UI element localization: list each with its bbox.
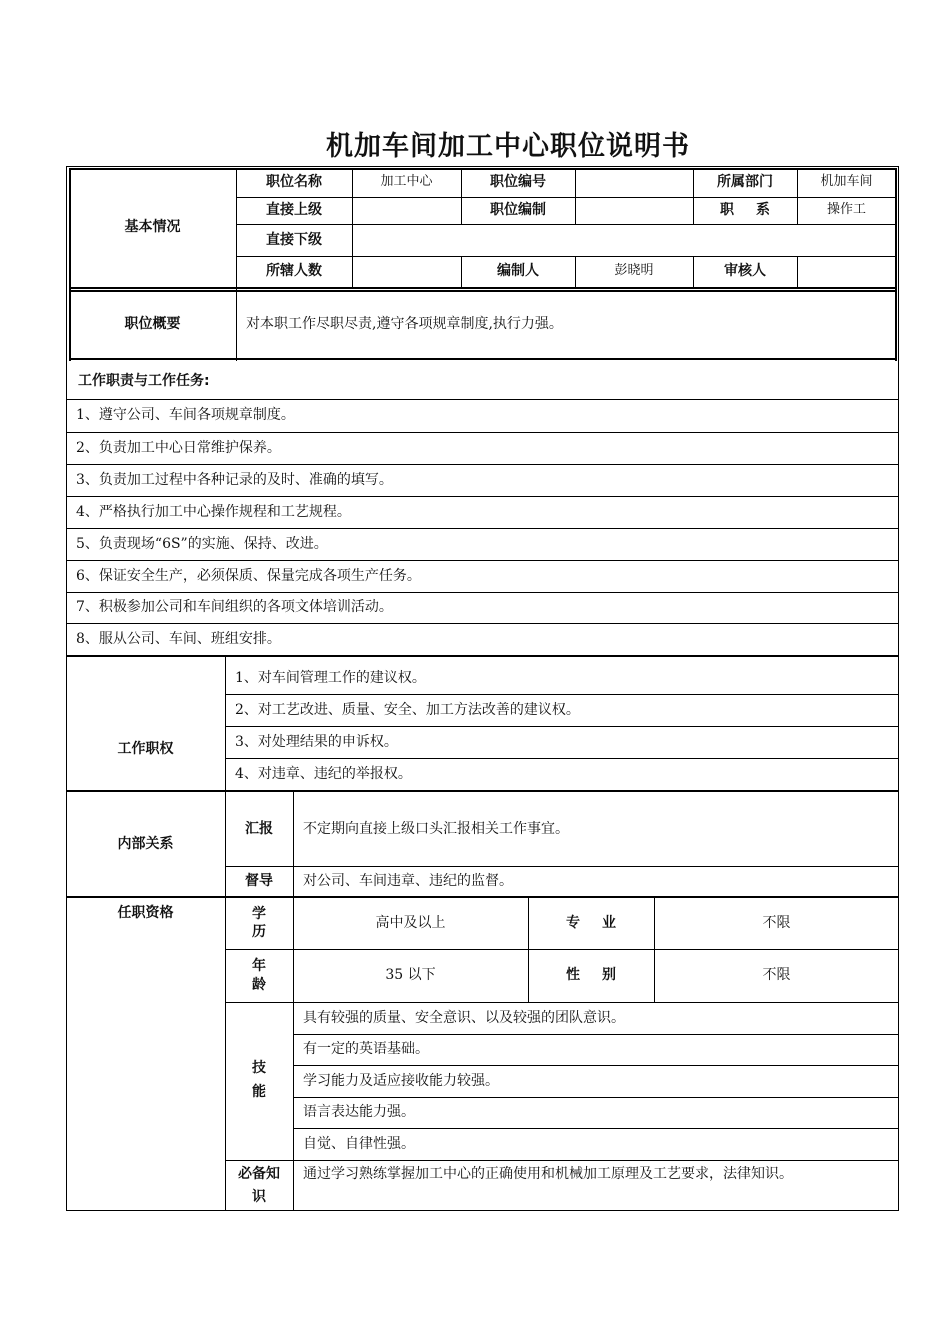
skill-item: 有一定的英语基础。: [303, 1041, 429, 1058]
skills-label: [225, 1002, 293, 1160]
establishment-value: [575, 197, 693, 224]
knowledge-label-line: 识: [252, 1188, 266, 1205]
education-label: [225, 897, 293, 949]
basic-section-label: 基本情况: [124, 219, 181, 236]
headcount-value: [352, 256, 461, 287]
series-value: 操作工: [826, 202, 866, 218]
education-label-line: 历: [252, 924, 266, 940]
age-label-line: 龄: [252, 976, 266, 993]
qualification-label: 任职资格: [117, 904, 174, 921]
age-label-line: 年: [252, 958, 266, 975]
position-code-value: [575, 168, 693, 197]
education-value: 高中及以上: [375, 914, 446, 931]
establishment-label: 职位编制: [490, 202, 546, 219]
age-label: [225, 949, 293, 1002]
knowledge-label: [225, 1160, 293, 1211]
authority-item: 4、对违章、违纪的举报权。: [235, 765, 412, 782]
duty-item: 1、遵守公司、车间各项规章制度。: [76, 407, 295, 424]
headcount-label: 所辖人数: [266, 263, 322, 280]
direct-superior-value: [352, 197, 461, 224]
duty-item: 3、负责加工过程中各种记录的及时、准确的填写。: [76, 471, 393, 488]
skills-label-line: 技: [252, 1060, 266, 1077]
education-label-line: 学: [252, 905, 266, 922]
supervise-label: 督导: [245, 872, 273, 889]
duty-item: 2、负责加工中心日常维护保养。: [76, 439, 281, 456]
direct-subordinate-label: 直接下级: [266, 231, 322, 248]
basic-bottom-line: [69, 287, 897, 289]
author-value: 彭晓明: [614, 263, 654, 279]
authority-item: 1、对车间管理工作的建议权。: [235, 669, 426, 686]
skill-item: 学习能力及适应接收能力较强。: [303, 1072, 499, 1089]
series-label: 职系: [720, 202, 792, 219]
overview-label: 职位概要: [124, 315, 181, 332]
duties-bottom-line: [66, 655, 899, 657]
report-text: 不定期向直接上级口头汇报相关工作事宜。: [303, 820, 569, 837]
duty-item: 8、服从公司、车间、班组安排。: [76, 630, 281, 647]
report-label: 汇报: [245, 820, 273, 837]
duties-heading: 工作职责与工作任务:: [78, 373, 210, 390]
duty-item: 7、积极参加公司和车间组织的各项文体培训活动。: [76, 599, 393, 616]
department-label: 所属部门: [717, 174, 773, 191]
skill-item: 自觉、自律性强。: [303, 1135, 415, 1152]
gender-value: 不限: [762, 967, 791, 984]
knowledge-text: 通过学习熟练掌握加工中心的正确使用和机械加工原理及工艺要求，法律知识。: [303, 1165, 793, 1182]
position-name-value: 加工中心: [380, 174, 433, 190]
authority-item: 2、对工艺改进、质量、安全、加工方法改善的建议权。: [235, 701, 580, 718]
authority-label: 工作职权: [117, 740, 174, 757]
duty-item: 6、保证安全生产，必须保质、保量完成各项生产任务。: [76, 567, 421, 584]
skills-label-line: 能: [252, 1084, 266, 1100]
reviewer-label: 审核人: [724, 263, 766, 280]
overview-text: 对本职工作尽职尽责,遵守各项规章制度,执行力强。: [246, 315, 563, 332]
supervise-text: 对公司、车间违章、违纪的监督。: [303, 872, 513, 889]
position-name-label: 职位名称: [266, 174, 322, 191]
relations-label: 内部关系: [117, 835, 174, 852]
skill-item: 具有较强的质量、安全意识、以及较强的团队意识。: [303, 1009, 625, 1026]
skill-item: 语言表达能力强。: [303, 1104, 415, 1121]
knowledge-label-line: 必备知: [238, 1166, 280, 1183]
duty-item: 4、严格执行加工中心操作规程和工艺规程。: [76, 503, 351, 520]
gender-label: 性别: [566, 967, 638, 984]
department-value: 机加车间: [820, 174, 873, 190]
direct-subordinate-value: [352, 224, 896, 256]
overview-bottom-line: [69, 358, 897, 360]
direct-superior-label: 直接上级: [266, 202, 322, 219]
reviewer-value: [797, 256, 896, 287]
age-value: 35 以下: [385, 967, 436, 984]
document-title: 机加车间加工中心职位说明书: [326, 131, 690, 162]
major-value: 不限: [762, 914, 791, 931]
author-label: 编制人: [497, 263, 539, 280]
position-code-label: 职位编号: [490, 174, 546, 191]
duty-item: 5、负责现场“6S”的实施、保持、改进。: [76, 535, 328, 552]
major-label: 专业: [566, 914, 638, 931]
authority-item: 3、对处理结果的申诉权。: [235, 733, 398, 750]
